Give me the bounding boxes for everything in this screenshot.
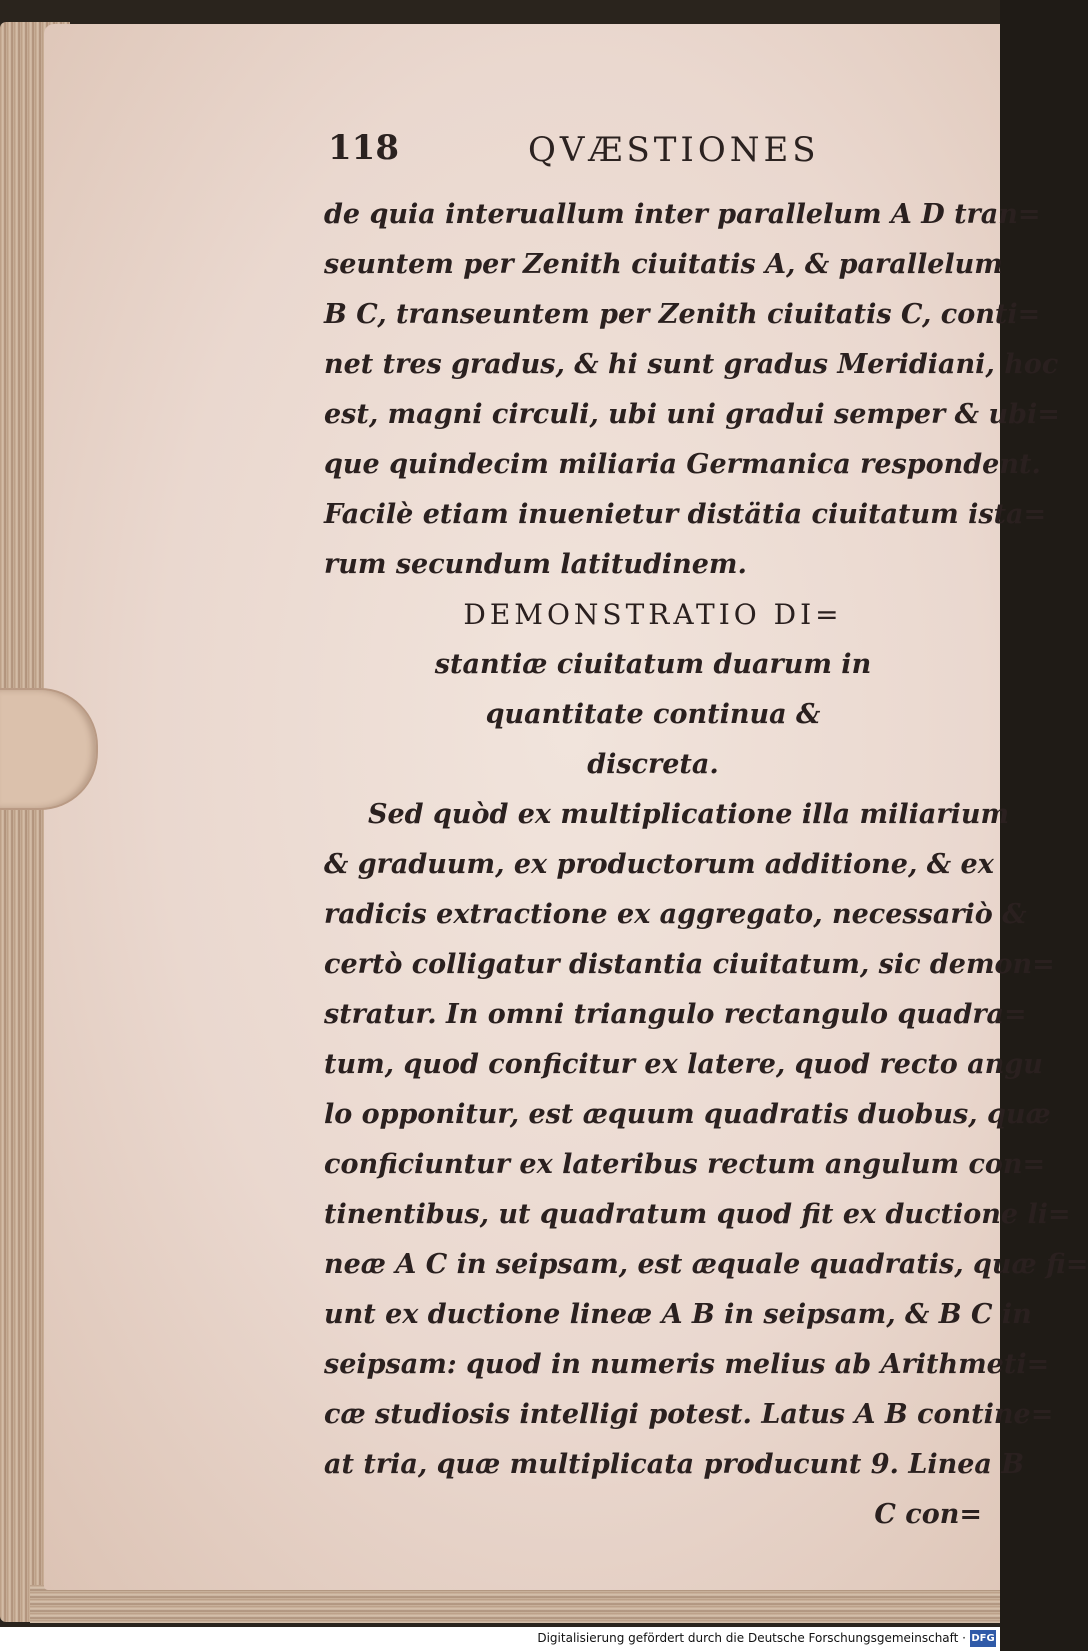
section-heading-line: discreta.: [587, 749, 719, 780]
text-line: certò colligatur distantia ciuitatum, sic demon=: [324, 949, 1055, 980]
text-line: que quindecim miliaria Germanica respondent.: [324, 449, 1041, 480]
section-heading-line: stantiæ ciuitatum duarum in: [434, 649, 872, 680]
section-heading: DEMONSTRATIO DI=: [463, 598, 843, 631]
text-line: tum, quod conficitur ex latere, quod recto angu: [324, 1049, 1043, 1080]
text-line: Sed quòd ex multiplicatione illa miliarium: [368, 799, 1010, 830]
text-line: seuntem per Zenith ciuitatis A, & parallelum: [324, 249, 1003, 280]
text-line: neæ A C in seipsam, est æquale quadratis, quæ fi=: [324, 1249, 1088, 1280]
text-line: tinentibus, ut quadratum quod fit ex ductione li=: [324, 1199, 1071, 1230]
text-line: radicis extractione ex aggregato, necessariò &: [324, 899, 1027, 930]
text-line: net tres gradus, & hi sunt gradus Meridiani, hoc: [324, 349, 1059, 380]
text-line: at tria, quæ multiplicata producunt 9. Linea B: [324, 1449, 1025, 1480]
running-head: QVÆSTIONES: [528, 130, 820, 170]
text-line: lo opponitur, est æquum quadratis duobus, quæ: [324, 1099, 1051, 1130]
page-number: 118: [328, 128, 399, 168]
text-line: Facilè etiam inuenietur distätia ciuitatum ista=: [324, 499, 1047, 530]
text-block: [324, 190, 1088, 1540]
text-line: conficiuntur ex lateribus rectum angulum con=: [324, 1149, 1046, 1180]
text-line: rum secundum latitudinem.: [324, 549, 747, 580]
text-line: de quia interuallum inter parallelum A D tran=: [324, 199, 1041, 230]
text-line: est, magni circuli, ubi uni gradui semper & ubi=: [324, 399, 1060, 430]
text-line: seipsam: quod in numeris melius ab Arithmeti=: [324, 1349, 1050, 1380]
text-line: cæ studiosis intelligi potest. Latus A B contine=: [324, 1399, 1054, 1430]
page-header: [328, 128, 838, 178]
text-line: B C, transeuntem per Zenith ciuitatis C, conti=: [324, 299, 1041, 330]
text-line: & graduum, ex productorum additione, & ex: [324, 849, 994, 880]
catchword: C con=: [874, 1499, 982, 1530]
page-edges-bottom: [30, 1585, 1000, 1623]
section-heading-line: quantitate continua &: [485, 699, 821, 730]
text-line: unt ex ductione lineæ A B in seipsam, & B C in: [324, 1299, 1032, 1330]
dfg-logo-icon: DFG: [970, 1630, 996, 1647]
text-line: stratur. In omni triangulo rectangulo quadra=: [324, 999, 1027, 1030]
footer-credit: Digitalisierung gefördert durch die Deutsche Forschungsgemeinschaft ·: [537, 1631, 966, 1645]
footer-bar: [0, 1627, 1000, 1651]
